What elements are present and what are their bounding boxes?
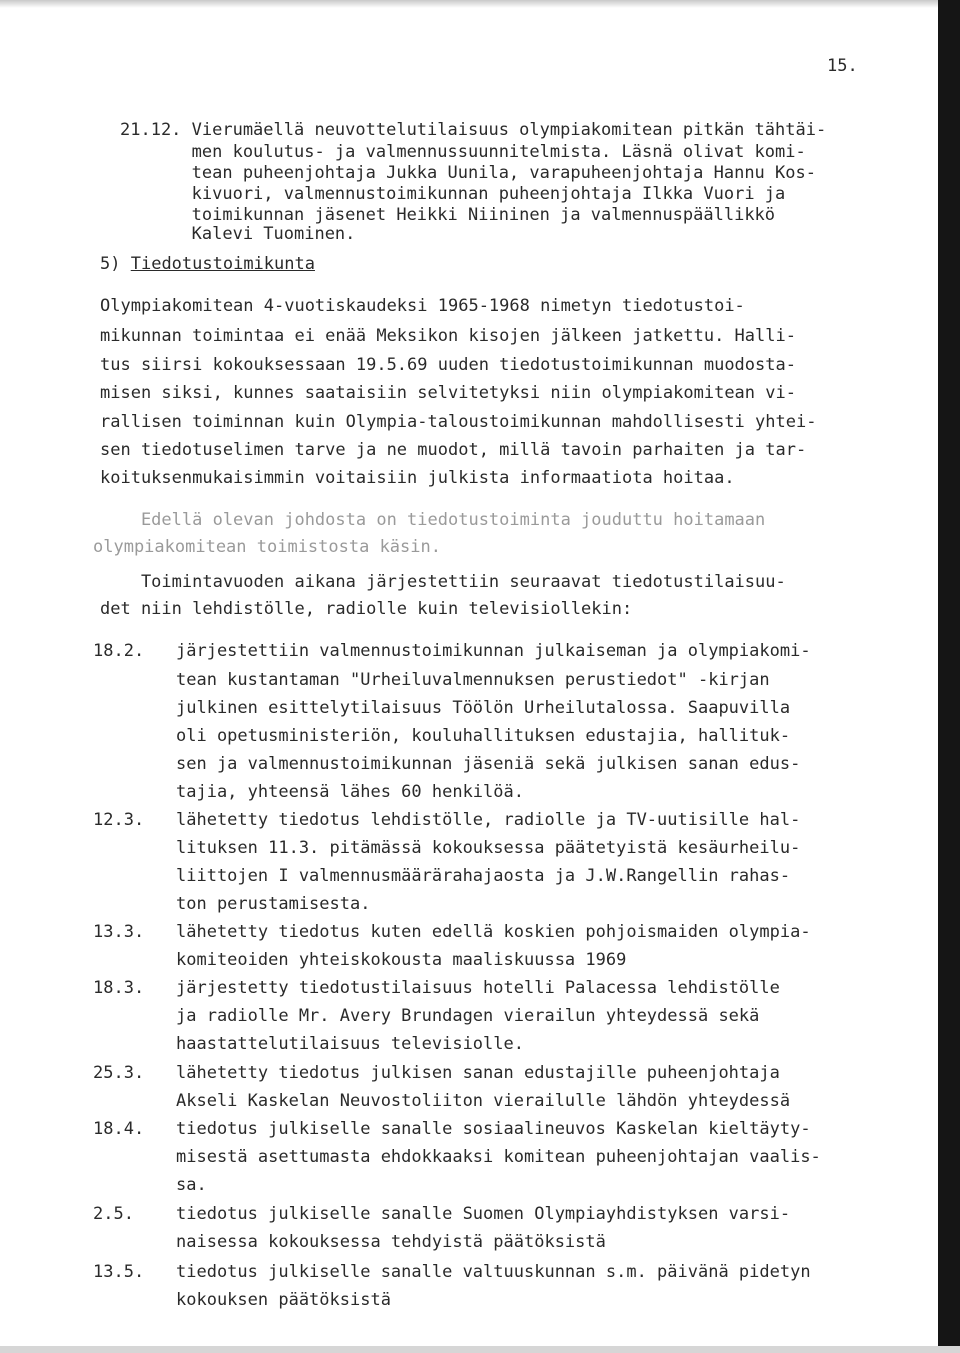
text-line: lituksen 11.3. pitämässä kokouksessa päätetyistä kesäurheilu- — [176, 838, 801, 858]
text-line: liittojen I valmennusmäärärahajaosta ja J.W.Rangellin rahas- — [176, 866, 791, 886]
text-line: ton perustamisesta. — [176, 894, 371, 914]
text-line: sa. — [176, 1175, 207, 1195]
text-line: haastattelutilaisuus televisiolle. — [176, 1034, 524, 1054]
text-line: men koulutus- ja valmennussuunnitelmista. Läsnä olivat komi- — [120, 142, 806, 162]
text-line: Edellä olevan johdosta on tiedotustoiminta jouduttu hoitamaan — [100, 510, 766, 530]
text-line: kokouksen päätöksistä — [176, 1290, 391, 1310]
text-line: misestä asettumasta ehdokkaaksi komitean puheenjohtajan vaalis- — [176, 1147, 821, 1167]
text-line: tiedotus julkiselle sanalle valtuuskunnan s.m. päivänä pidetyn — [176, 1262, 811, 1282]
text-line: rallisen toiminnan kuin Olympia-taloustoimikunnan mahdollisesti yhtei- — [100, 412, 817, 432]
text-line: sen tiedotuselimen tarve ja ne muodot, millä tavoin parhaiten ja tar- — [100, 440, 807, 460]
text-line: Toimintavuoden aikana järjestettiin seuraavat tiedotustilaisuu- — [100, 572, 786, 592]
text-line: lähetetty tiedotus lehdistölle, radiolle ja TV-uutisille hal- — [176, 810, 801, 830]
text-line: 21.12. Vierumäellä neuvottelutilaisuus olympiakomitean pitkän tähtäi- — [120, 120, 827, 140]
text-line: Akseli Kaskelan Neuvostoliiton vierailulle lähdön yhteydessä — [176, 1091, 791, 1111]
text-line: toimikunnan jäsenet Heikki Niininen ja valmennuspäällikkö — [120, 205, 776, 225]
event-date: 18.4. — [93, 1119, 145, 1139]
text-line: lähetetty tiedotus kuten edellä koskien pohjoismaiden olympia- — [176, 922, 811, 942]
text-line: naisessa kokouksessa tehdyistä päätöksistä — [176, 1232, 606, 1252]
text-line: komiteoiden yhteiskokousta maaliskuussa 1969 — [176, 950, 627, 970]
scan-right-border — [938, 0, 960, 1353]
text-line: ja radiolle Mr. Avery Brundagen vierailun yhteydessä sekä — [176, 1006, 760, 1026]
page-number: 15. — [827, 56, 858, 76]
event-date: 2.5. — [93, 1204, 134, 1224]
text-line: tus siirsi kokouksessaan 19.5.69 uuden tiedotustoimikunnan muodosta- — [100, 355, 796, 375]
text-line: järjestettiin valmennustoimikunnan julkaiseman ja olympiakomi- — [176, 641, 811, 661]
section-5-heading — [100, 254, 315, 274]
event-date: 18.3. — [93, 978, 145, 998]
text-line: lähetetty tiedotus julkisen sanan edustajille puheenjohtaja — [176, 1063, 780, 1083]
text-line: misen siksi, kunnes saataisiin selvitetyksi niin olympiakomitean vi- — [100, 383, 796, 403]
section-number: 5) — [100, 254, 121, 274]
text-line: Olympiakomitean 4-vuotiskaudeksi 1965-1968 nimetyn tiedotustoi- — [100, 296, 745, 316]
scan-bottom-edge — [0, 1346, 960, 1353]
event-date: 18.2. — [93, 641, 145, 661]
text-line: tean kustantaman "Urheiluvalmennuksen perustiedot" -kirjan — [176, 670, 770, 690]
text-line: sen ja valmennustoimikunnan jäseniä sekä julkisen sanan edus- — [176, 754, 801, 774]
section-title: Tiedotustoimikunta — [130, 254, 315, 274]
text-line: tiedotus julkiselle sanalle Suomen Olympiayhdistyksen varsi- — [176, 1204, 791, 1224]
text-line: kivuori, valmennustoimikunnan puheenjohtaja Ilkka Vuori ja — [120, 184, 786, 204]
text-line: oli opetusministeriön, kouluhallituksen edustajia, hallituk- — [176, 726, 791, 746]
text-line: tiedotus julkiselle sanalle sosiaalineuvos Kaskelan kieltäyty- — [176, 1119, 811, 1139]
event-date: 12.3. — [93, 810, 145, 830]
text-line: olympiakomitean toimistosta käsin. — [93, 537, 441, 557]
event-date: 13.5. — [93, 1262, 145, 1282]
event-date: 13.3. — [93, 922, 145, 942]
text-line: tean puheenjohtaja Jukka Uunila, varapuheenjohtaja Hannu Kos- — [120, 163, 816, 183]
text-line: järjestetty tiedotustilaisuus hotelli Palacessa lehdistölle — [176, 978, 780, 998]
text-line: tajia, yhteensä lähes 60 henkilöä. — [176, 782, 524, 802]
text-line: mikunnan toimintaa ei enää Meksikon kisojen jälkeen jatkettu. Halli- — [100, 326, 796, 346]
text-line: koituksenmukaisimmin voitaisiin julkista informaatiota hoitaa. — [100, 468, 735, 488]
text-line: Kalevi Tuominen. — [120, 224, 356, 244]
text-line: det niin lehdistölle, radiolle kuin televisiollekin: — [100, 599, 633, 619]
scan-top-edge — [0, 0, 960, 8]
text-line: julkinen esittelytilaisuus Töölön Urheilutalossa. Saapuvilla — [176, 698, 791, 718]
event-date: 25.3. — [93, 1063, 145, 1083]
